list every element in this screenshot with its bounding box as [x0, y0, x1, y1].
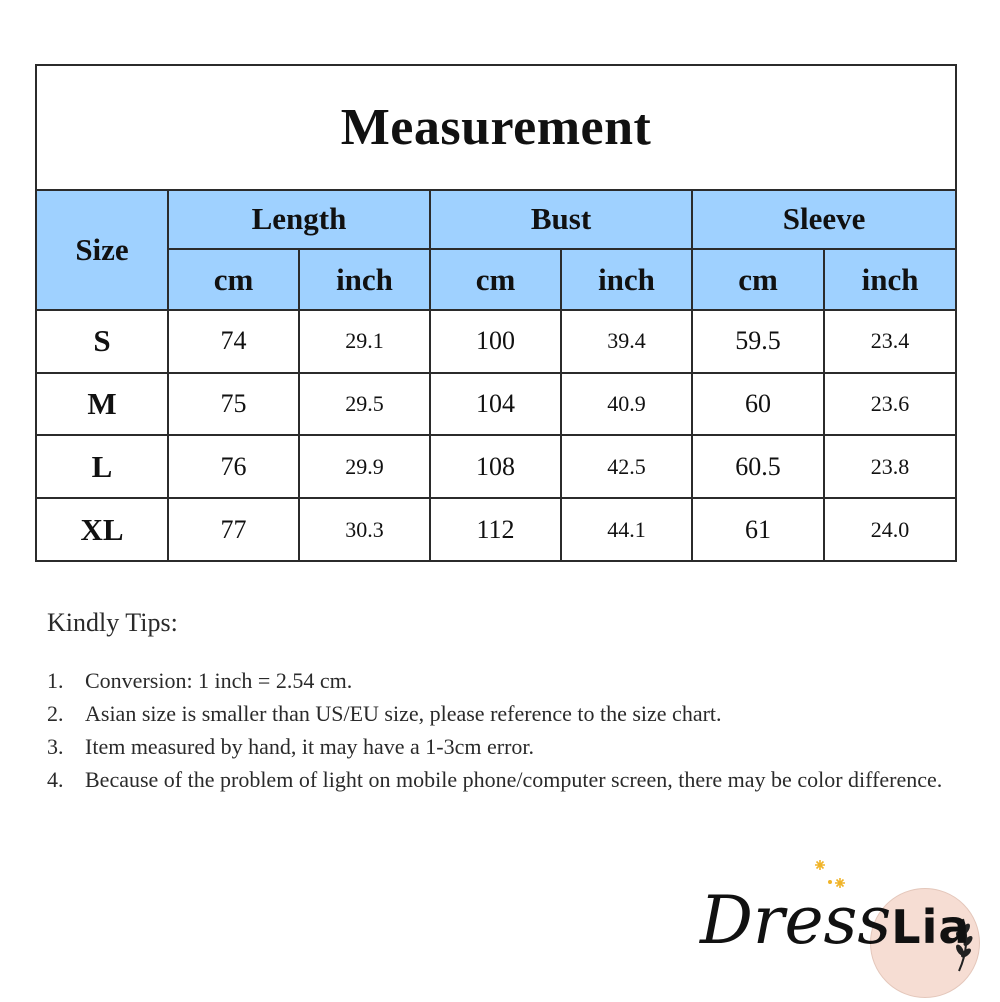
- table-cell: 29.9: [299, 435, 430, 498]
- table-cell: 108: [430, 435, 561, 498]
- tips-title: Kindly Tips:: [47, 608, 178, 637]
- table-title: Measurement: [36, 65, 956, 190]
- table-cell: 61: [692, 498, 824, 561]
- size-column-header: Size: [36, 190, 168, 310]
- table-cell: 40.9: [561, 373, 692, 436]
- kindly-tips: [47, 608, 947, 796]
- table-cell: 39.4: [561, 310, 692, 373]
- table-cell: 104: [430, 373, 561, 436]
- table-cell: 100: [430, 310, 561, 373]
- tip-number: 1.: [47, 668, 64, 693]
- list-item: [47, 697, 947, 730]
- table-row: [36, 435, 956, 498]
- list-item: [47, 730, 947, 763]
- bust-cm-header: cm: [430, 249, 561, 310]
- tips-list: [47, 664, 947, 796]
- tip-number: 4.: [47, 767, 64, 792]
- list-item: [47, 763, 947, 796]
- table-row: [36, 310, 956, 373]
- table-cell: 42.5: [561, 435, 692, 498]
- table-cell: 30.3: [299, 498, 430, 561]
- table-cell: 76: [168, 435, 299, 498]
- brand-wordmark: [700, 882, 971, 959]
- brand-logo: [700, 858, 1000, 1000]
- list-item: [47, 664, 947, 697]
- table-cell: 112: [430, 498, 561, 561]
- table-cell: 24.0: [824, 498, 956, 561]
- sleeve-inch-header: inch: [824, 249, 956, 310]
- table-cell: 59.5: [692, 310, 824, 373]
- sleeve-cm-header: cm: [692, 249, 824, 310]
- tip-text: Because of the problem of light on mobile phone/computer screen, there may be color difference.: [85, 767, 943, 792]
- tip-text: Item measured by hand, it may have a 1-3cm error.: [85, 734, 535, 759]
- length-group-header: Length: [168, 190, 430, 250]
- length-inch-header: inch: [299, 249, 430, 310]
- table-row: [36, 498, 956, 561]
- table-cell: 23.4: [824, 310, 956, 373]
- size-label: M: [36, 373, 168, 436]
- table-cell: 29.1: [299, 310, 430, 373]
- bust-group-header: Bust: [430, 190, 692, 250]
- length-cm-header: cm: [168, 249, 299, 310]
- size-label: S: [36, 310, 168, 373]
- size-label: L: [36, 435, 168, 498]
- table-cell: 74: [168, 310, 299, 373]
- size-label: XL: [36, 498, 168, 561]
- table-row: [36, 373, 956, 436]
- tip-text: Conversion: 1 inch = 2.54 cm.: [85, 668, 353, 693]
- size-table: [35, 64, 957, 562]
- table-cell: 75: [168, 373, 299, 436]
- sleeve-group-header: Sleeve: [692, 190, 956, 250]
- table-cell: 60.5: [692, 435, 824, 498]
- table-cell: 77: [168, 498, 299, 561]
- tip-number: 2.: [47, 701, 64, 726]
- table-cell: 44.1: [561, 498, 692, 561]
- bust-inch-header: inch: [561, 249, 692, 310]
- table-cell: 29.5: [299, 373, 430, 436]
- brand-script-part: Dress: [700, 882, 892, 959]
- brand-block-part: Lia: [891, 900, 971, 954]
- tip-number: 3.: [47, 734, 64, 759]
- table-cell: 23.8: [824, 435, 956, 498]
- table-cell: 60: [692, 373, 824, 436]
- table-cell: 23.6: [824, 373, 956, 436]
- size-chart: [35, 64, 955, 562]
- tip-text: Asian size is smaller than US/EU size, please reference to the size chart.: [85, 701, 722, 726]
